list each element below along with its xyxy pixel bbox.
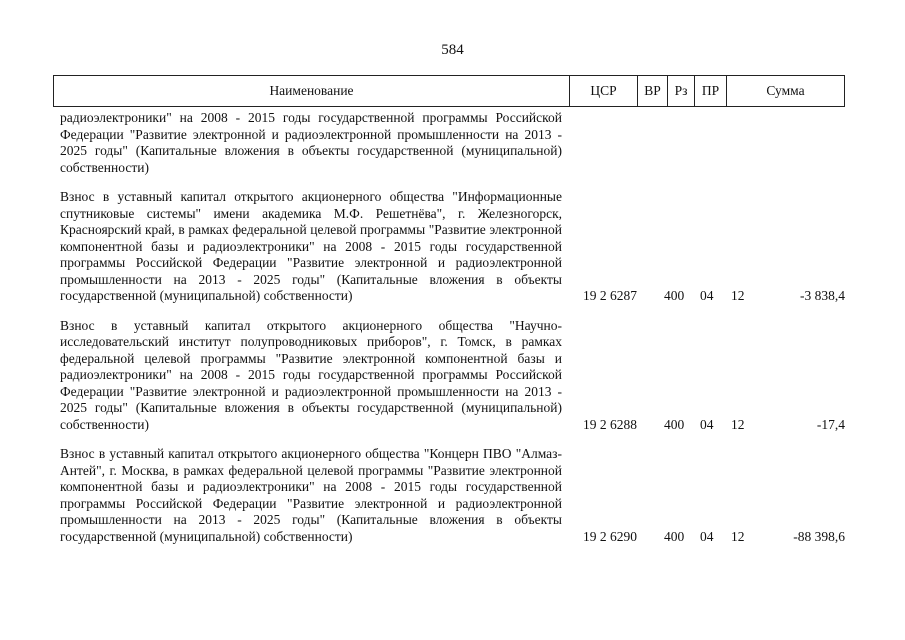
row-description: радиоэлектроники" на 2008 - 2015 годы государственной программы Российской Федерации "Развитие электронной и радиоэлектронной промышленности на 2013 - 2025 годы" (Капитальные вложения в объекты государственной (муниципальной) собственности) — [60, 110, 562, 175]
row-pr: 12 — [731, 416, 745, 432]
table-row — [60, 446, 845, 545]
table-row — [60, 189, 845, 305]
row-vr: 400 — [664, 416, 685, 432]
row-description: Взнос в уставный капитал открытого акционерного общества "Информационные спутниковые системы" имени академика М.Ф. Решетнёва", г. Железногорск, Красноярский край, в рамках федеральной целевой программы "Развитие электронной компонентной базы и радиоэлектроники" на 2008 - 2015 годы государственной программы Российской Федерации "Развитие электронной и радиоэлектронной промышленности на 2013 - 2025 годы" (Капитальные вложения в объекты государственной (муниципальной) собственности) — [60, 189, 562, 303]
header-pr: ПР — [695, 76, 727, 106]
page-number: 584 — [441, 42, 464, 58]
table-row — [60, 110, 845, 176]
row-pr: 12 — [731, 288, 745, 303]
row-vr: 400 — [664, 528, 685, 544]
row-pr: 12 — [731, 528, 745, 544]
row-rz: 04 — [700, 288, 714, 303]
row-sum: -17,4 — [816, 416, 845, 432]
row-vr: 400 — [664, 288, 685, 303]
row-sum: -88 398,6 — [793, 528, 845, 544]
row-rz: 04 — [700, 528, 714, 544]
header-name: Наименование — [54, 76, 570, 106]
header-sum: Сумма — [766, 83, 805, 98]
header-csr: ЦСР — [570, 76, 638, 106]
row-csr: 19 2 6287 — [583, 288, 637, 303]
row-description: Взнос в уставный капитал открытого акционерного общества "Концерн ПВО "Алмаз-Антей", г. Москва, в рамках федеральной целевой программы "Развитие электронной компонентной базы и радиоэлектроники" на 2008 - 2015 годы государственной программы Российской Федерации "Развитие электронной и радиоэлектронной промышленности на 2013 - 2025 годы" (Капитальные вложения в объекты государственной (муниципальной) собственности) — [60, 446, 562, 544]
row-sum: -3 838,4 — [800, 288, 845, 303]
row-csr: 19 2 6288 — [583, 416, 637, 432]
table-body — [60, 110, 845, 558]
row-description: Взнос в уставный капитал открытого акционерного общества "Научно-исследовательский институт полупроводниковых приборов", г. Томск, в рамках федеральной целевой программы "Развитие электронной компонентной базы и радиоэлектроники" на 2008 - 2015 годы государственной программы Российской Федерации "Развитие электронной и радиоэлектронной промышленности на 2013 - 2025 годы" (Капитальные вложения в объекты государственной (муниципальной) собственности) — [60, 317, 562, 432]
row-csr: 19 2 6290 — [583, 528, 637, 544]
header-vr: ВР — [638, 76, 668, 106]
header-rz: Рз — [668, 76, 695, 106]
table-header — [53, 75, 845, 107]
table-row — [60, 318, 845, 434]
row-rz: 04 — [700, 416, 714, 432]
